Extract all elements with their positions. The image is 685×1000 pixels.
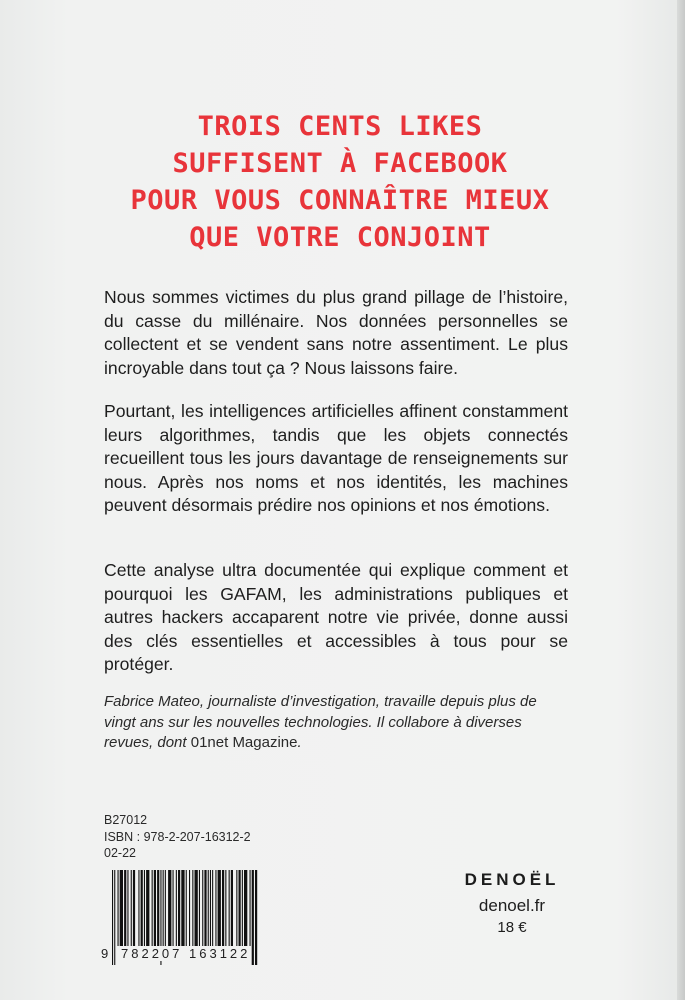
magazine-name: 01net Magazine <box>190 734 298 751</box>
barcode-bar <box>236 870 237 946</box>
author-bio <box>104 692 568 754</box>
author-bio-end: . <box>297 734 302 751</box>
barcode-bar <box>176 870 177 946</box>
paragraph-intro: Nous sommes victimes du plus grand pillage de l’histoire, du casse du millénaire. Nos données personnelles se collectent et se vendent sans notre assentiment. Le plus incroyable dans tout ça ? Nous laissons faire. <box>104 287 568 378</box>
publisher-logo: DENOËL <box>464 870 560 889</box>
publisher-website: denoel.fr <box>478 896 546 915</box>
barcode-bar <box>163 870 164 946</box>
barcode-bar <box>244 870 247 946</box>
barcode-bar <box>215 870 216 946</box>
barcode-bar <box>225 870 226 946</box>
barcode-bar <box>210 870 211 946</box>
print-date: 02-22 <box>104 846 136 860</box>
barcode-bar <box>141 870 143 946</box>
barcode-digits <box>100 944 260 966</box>
barcode-bar <box>165 870 166 946</box>
barcode-group-right: 163122 <box>189 946 251 961</box>
barcode-bar <box>120 870 123 946</box>
barcode-bar <box>154 870 156 946</box>
barcode-bar <box>138 870 139 946</box>
barcode-bar <box>146 870 149 946</box>
barcode-bar <box>204 870 206 946</box>
barcode-bar <box>186 870 187 946</box>
catalog-codes <box>104 812 251 862</box>
barcode-bar <box>222 870 224 946</box>
barcode-bar <box>192 870 193 946</box>
page-edge <box>677 0 685 1000</box>
barcode-bar <box>199 870 200 946</box>
paragraph-analysis: Cette analyse ultra documentée qui explique comment et pourquoi les GAFAM, les administrations publiques et autres hackers accaparent notre vie privée, donne aussi des clés essentielles et accessibles à tous pour se protéger. <box>104 560 568 674</box>
barcode-bar <box>133 870 135 946</box>
barcode-bar <box>127 870 128 946</box>
barcode-bar <box>178 870 180 946</box>
barcode-bar <box>242 870 243 946</box>
barcode-bar <box>173 870 174 946</box>
barcode-bar <box>118 870 119 946</box>
price: 18 € <box>497 919 527 936</box>
headline-line-1: TROIS CENTS LIKES <box>197 111 483 142</box>
barcode-bar <box>189 870 190 946</box>
paragraph-ai: Pourtant, les intelligences artificielles affinent constamment leurs algorithmes, tandis que les objets connectés recueillent tous les jours davantage de renseignements sur nous. Après nos noms et nos identités, les machines peuvent désormais prédire nos opinions et nos émotions. <box>104 401 568 515</box>
barcode-bar <box>195 870 198 946</box>
barcode-bar <box>231 870 233 946</box>
barcode-bar <box>181 870 184 946</box>
barcode-bar <box>202 870 203 946</box>
barcode-digit-first: 9 <box>101 946 109 961</box>
barcode-group-left: 782207 <box>121 946 183 961</box>
barcode-bar <box>124 870 126 946</box>
barcode-bar <box>218 870 221 946</box>
barcode-bar <box>157 870 159 946</box>
reference-code: B27012 <box>104 813 148 827</box>
barcode-bar <box>229 870 230 946</box>
author-bio-text: Fabrice Mateo, journaliste d’investigation, travaille depuis plus de vingt ans sur les nouvelles technologies. Il collabore à diverses revues, dont <box>104 693 537 751</box>
isbn: ISBN : 978-2-207-16312-2 <box>104 829 251 844</box>
barcode-bar <box>250 870 251 946</box>
barcode-bar <box>212 870 213 946</box>
barcode-bar <box>168 870 171 946</box>
barcode-bar <box>152 870 153 946</box>
barcode-bar <box>131 870 132 946</box>
headline-line-3: POUR VOUS CONNAÎTRE MIEUX <box>130 185 550 216</box>
headline <box>110 108 570 256</box>
headline-line-4: QUE VOTRE CONJOINT <box>189 222 491 253</box>
headline-line-2: SUFFISENT À FACEBOOK <box>172 148 508 179</box>
barcode-bar <box>239 870 241 946</box>
barcode-bar <box>208 870 209 946</box>
barcode-bar <box>144 870 145 946</box>
